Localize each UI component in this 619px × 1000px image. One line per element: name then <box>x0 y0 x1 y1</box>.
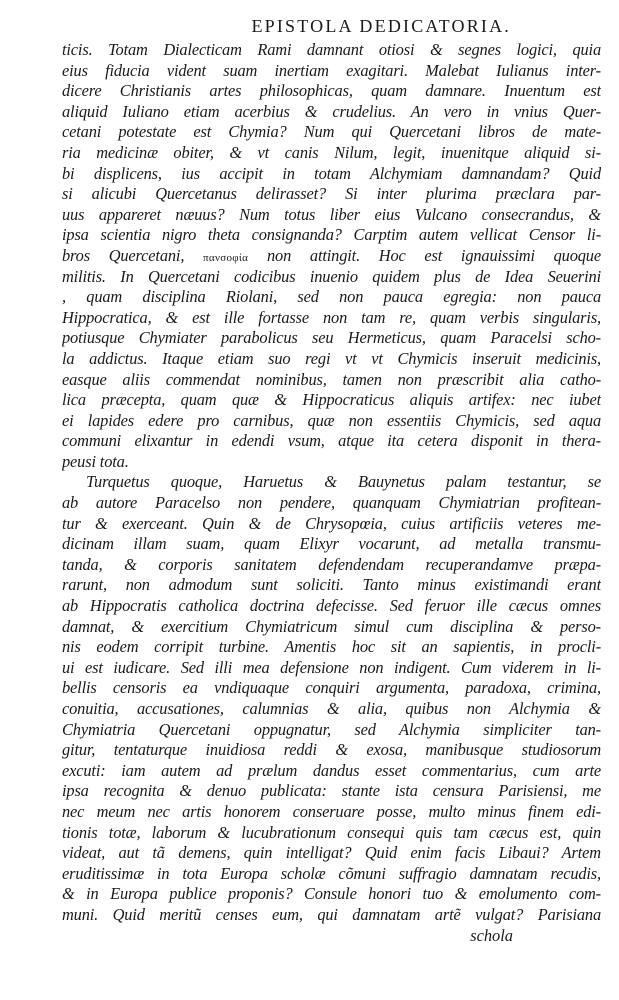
text-line: muni. Quid meritũ censes eum, qui damnatam artẽ vulgat? Parisiana <box>62 904 601 924</box>
greek-word: πανσοφία <box>203 251 249 264</box>
text-line: Chymiatria Quercetani oppugnatur, sed Alchymia simpliciter tan- <box>62 719 601 739</box>
text-segment: bros Quercetani, <box>62 245 185 265</box>
text-line: rarunt, non admodum sunt soliciti. Tanto minus existimandi erant <box>62 575 601 595</box>
text-line: ria medicinæ obiter, & vt canis Nilum, legit, inuenitque aliquid si- <box>62 142 601 162</box>
text-line: eius fiducia vident suam inertiam exagitari. Malebat Iulianus inter- <box>62 60 601 80</box>
text-line: ticis. Totam Dialecticam Rami damnant otiosi & segnes logici, quia <box>62 40 601 59</box>
text-line: videat, aut tã demens, quin intelligat? Quid enim facis Libaui? Artem <box>62 843 601 863</box>
text-line: cetani potestate est Chymia? Num qui Quercetani libros de mate- <box>62 122 601 142</box>
text-line: nis eodem corripit turbine. Amentis hoc sit an sapientis, in procli- <box>62 637 601 657</box>
text-line: dicere Christianis artes philosophicas, quam damnare. Inuentum est <box>62 81 601 101</box>
text-line: easque aliis commendat nominibus, tamen non præscribit alia catho- <box>62 369 601 389</box>
text-line: excuti: iam autem ad prælum dandus esset commentarius, cum arte <box>62 760 601 780</box>
text-line: ei lapides edere pro carnibus, quæ non essentiis Chymicis, sed aqua <box>62 410 601 430</box>
text-line: si alicubi Quercetanus delirasset? Si inter plurima præclara par- <box>62 184 601 204</box>
text-line: ipsa scientia nigro theta consignanda? Carptim autem vellicat Censor li- <box>62 225 601 245</box>
text-segment: non attingit. Hoc est ignauissimi quoque <box>267 245 601 265</box>
paragraph-1 <box>62 40 601 472</box>
text-line: gitur, tentaturque inuidiosa reddi & exosa, manibusque studiosorum <box>62 740 601 760</box>
text-line: ui est iudicare. Sed illi mea defensione non indigent. Cum viderem in li- <box>62 657 601 677</box>
text-line: ipsa recognita & denuo publicata: stante ista censura Parisiensi, me <box>62 781 601 801</box>
text-line: uus appareret næuus? Num totus liber eius Vulcano consecrandus, & <box>62 204 601 224</box>
text-line: tionis totæ, laborum & lucubrationum consequi quis tam cæcus est, quin <box>62 822 601 842</box>
text-line: ab autore Paracelso non pendere, quanquam Chymiatrian profitean- <box>62 493 601 513</box>
text-line: Turquetus quoque, Haruetus & Bauynetus palam testantur, se <box>86 472 601 492</box>
text-line: eruditissimæ in tota Europa scholæ cõmuni suffragio damnatam recudis, <box>62 863 601 883</box>
running-head: EPISTOLA DEDICATORIA. <box>251 16 511 36</box>
text-line: dicinam illam suam, quam Elixyr vocarunt, ad metalla transmu- <box>62 534 601 554</box>
text-line: aliquid Iuliano etiam acerbius & crudelius. An vero in vnius Quer- <box>62 101 601 121</box>
text-line-with-greek <box>62 246 601 267</box>
text-line: communi elixantur in edendi vsum, atque ita cetera disponit in thera- <box>62 431 601 451</box>
text-line: , quam disciplina Riolani, sed non pauca egregia: non pauca <box>62 287 601 307</box>
text-line: militis. In Quercetani codicibus inuenio quidem plus de Idea Seuerini <box>62 266 601 286</box>
text-line: potiusque Chymiater parabolicus seu Hermeticus, quam Paracelsi scho- <box>62 328 601 348</box>
text-line: lica præcepta, quam quæ & Hippocraticus aliquis artifex: nec iubet <box>62 390 601 410</box>
text-line: peusi tota. <box>62 451 129 471</box>
text-line: bellis censoris ea vndiquaque conquiri argumenta, paradoxa, crimina, <box>62 678 601 698</box>
paragraph-2 <box>62 472 601 925</box>
catchword: schola <box>470 925 513 945</box>
text-line: & in Europa publice proponis? Consule honori tuo & emolumento com- <box>62 884 601 904</box>
text-line: damnat, & exercitium Chymiatricum simul cum disciplina & perso- <box>62 616 601 636</box>
text-line: ab Hippocratis catholica doctrina defecisse. Sed feruor ille cæcus omnes <box>62 596 601 616</box>
text-line: nec meum nec artis honorem conseruare posse, multo minus finem edi- <box>62 801 601 821</box>
text-line: la addictus. Itaque etiam suo regi vt vt Chymicis inseruit medicinis, <box>62 348 601 368</box>
text-line: tanda, & corporis sanitatem defendendam recuperandamve præpa- <box>62 554 601 574</box>
text-line: conuitia, accusationes, calumnias & alia, quibus non Alchymia & <box>62 699 601 718</box>
text-line: Hippocratica, & est ille fortasse non tam re, quam verbis singularis, <box>62 307 601 327</box>
text-line: tur & exerceant. Quin & de Chrysopœia, cuius artificiis veteres me- <box>62 513 601 533</box>
text-line: bi displicens, ius accipit in totam Alchymiam damnandam? Quid <box>62 163 601 183</box>
